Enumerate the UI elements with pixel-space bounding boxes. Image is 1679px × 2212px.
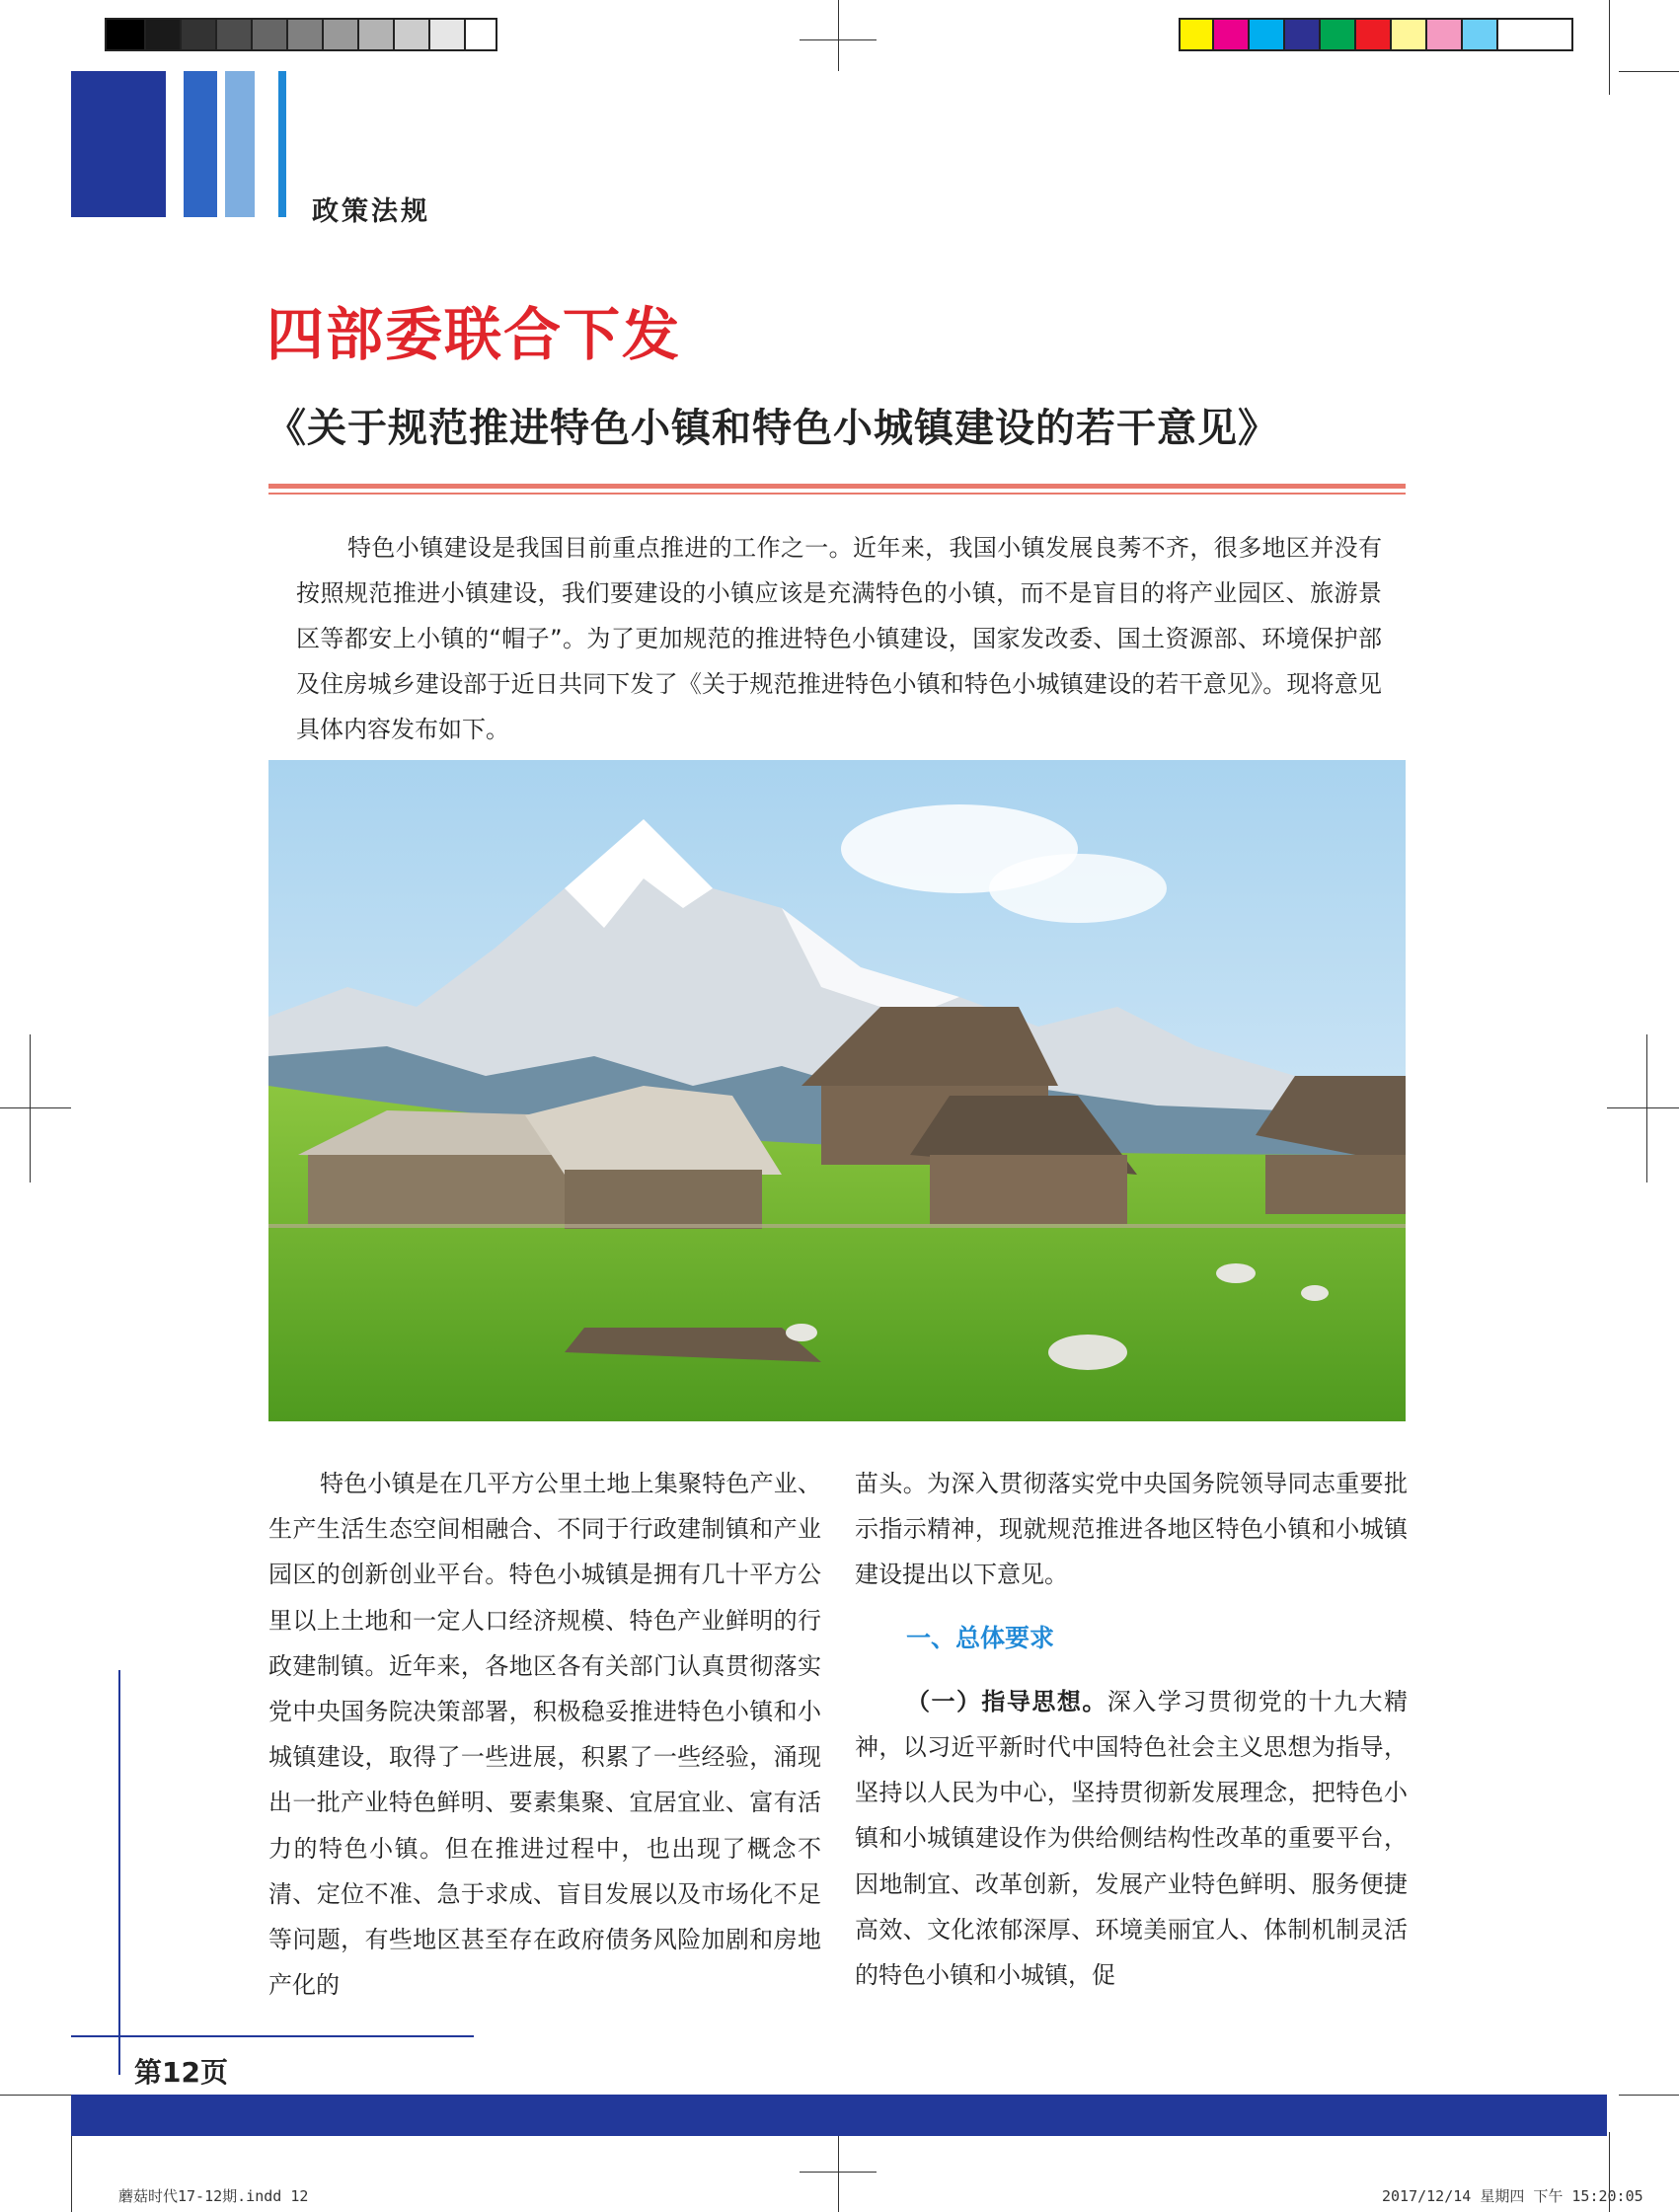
print-slug-file: 蘑菇时代17-12期.indd 12: [118, 2187, 309, 2205]
margin-line-horizontal: [71, 2035, 474, 2037]
title-rule: [268, 484, 1406, 489]
sub-heading: （一）指导思想。: [906, 1687, 1107, 1716]
article-title: 四部委联合下发: [267, 301, 682, 368]
header-block-light: [225, 71, 255, 217]
page-number: 第12页: [134, 2056, 228, 2089]
body-paragraph-guidance: [855, 1679, 1408, 1998]
header-block-accent: [278, 71, 286, 217]
color-calibration-bar: [1179, 18, 1573, 51]
mountain-village-photo: [268, 760, 1406, 1421]
body-paragraph-continued: 苗头。为深入贯彻落实党中央国务院领导同志重要批示指示精神，现就规范推进各地区特色小镇和小城镇建设提出以下意见。: [855, 1470, 1408, 1589]
title-rule-thin: [268, 493, 1406, 495]
intro-paragraph: 特色小镇建设是我国目前重点推进的工作之一。近年来，我国小镇发展良莠不齐，很多地区并没有按照规范推进小镇建设，我们要建设的小镇应该是充满特色的小镇，而不是盲目的将产业园区、旅游景区等都安上小镇的“帽子”。为了更加规范的推进特色小镇建设，国家发改委、国土资源部、环境保护部及住房城乡建设部于近日共同下发了《关于规范推进特色小镇和特色小城镇建设的若干意见》。现将意见具体内容发布如下。: [296, 534, 1382, 743]
article-subtitle: 《关于规范推进特色小镇和特色小城镇建设的若干意见》: [267, 405, 1278, 451]
guidance-text: 深入学习贯彻党的十九大精神，以习近平新时代中国特色社会主义思想为指导，坚持以人民为中心，坚持贯彻新发展理念，把特色小镇和小城镇建设作为供给侧结构性改革的重要平台，因地制宜、改革创新，发展产业特色鲜明、服务便捷高效、文化浓郁深厚、环境美丽宜人、体制机制灵活的特色小镇和小城镇，促: [855, 1687, 1409, 1990]
article-intro: [296, 525, 1382, 752]
footer-band: [71, 2095, 1607, 2136]
section-heading: 一、总体要求: [906, 1623, 1055, 1652]
body-column-right: [855, 1461, 1408, 1998]
margin-line-vertical: [118, 1670, 120, 2075]
header-block-dark: [71, 71, 166, 217]
body-column-left: [268, 1461, 821, 2008]
header-block-medium: [184, 71, 217, 217]
body-paragraph: 特色小镇是在几平方公里土地上集聚特色产业、生产生活生态空间相融合、不同于行政建制镇和产业园区的创新创业平台。特色小城镇是拥有几十平方公里以上土地和一定人口经济规模、特色产业鲜明的行政建制镇。近年来，各地区各有关部门认真贯彻落实党中央国务院决策部署，积极稳妥推进特色小镇和小城镇建设，取得了一些进展，积累了一些经验，涌现出一批产业特色鲜明、要素集聚、宜居宜业、富有活力的特色小镇。但在推进过程中，也出现了概念不清、定位不准、急于求成、盲目发展以及市场化不足等问题，有些地区甚至存在政府债务风险加剧和房地产化的: [268, 1470, 821, 2000]
section-label: 政策法规: [312, 196, 430, 227]
grayscale-calibration-bar: [105, 18, 497, 51]
print-slug-date: 2017/12/14 星期四 下午 15:20:05: [1382, 2187, 1643, 2205]
